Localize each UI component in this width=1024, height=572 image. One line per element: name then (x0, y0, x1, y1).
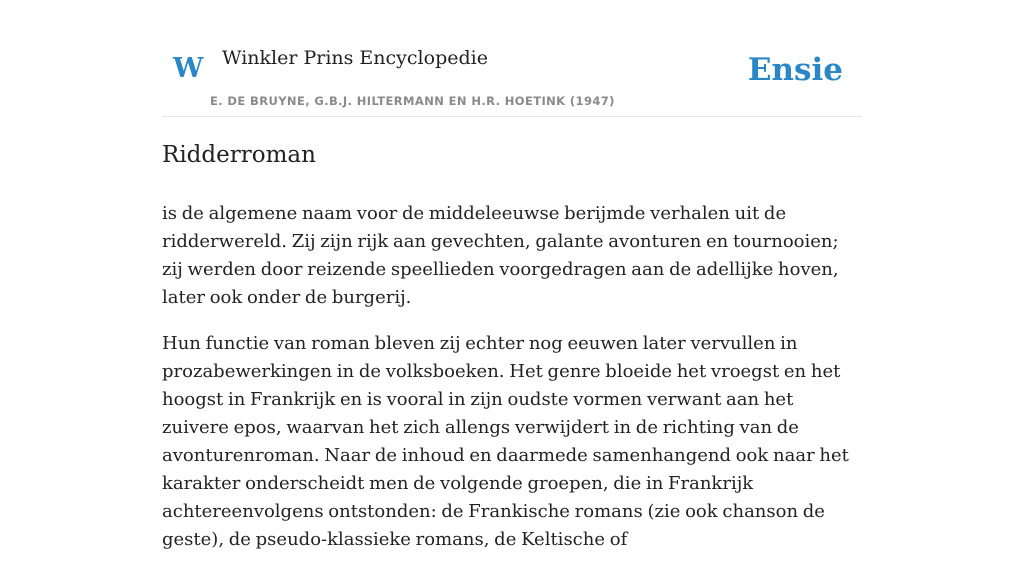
article (162, 136, 864, 572)
site-title[interactable]: Winkler Prins Encyclopedie (222, 47, 488, 69)
winkler-prins-logo[interactable]: W (173, 53, 204, 84)
article-paragraph: is de algemene naam voor de middeleeuwse berijmde verhalen uit de ridderwereld. Zij zijn rijk aan gevechten, galante avonturen en tournooien; zij werden door reizende speellieden voorgedragen aan de adellijke hoven, later ook onder de burgerij. (162, 203, 839, 308)
article-title: Ridderroman (162, 142, 316, 168)
article-paragraph: Hun functie van roman bleven zij echter nog eeuwen later vervullen in prozabewerkingen in de volksboeken. Het genre bloeide het vroegst en het hoogst in Frankrijk en is vooral in zijn oudste vormen verwant aan het zuivere epos, waarvan het zich allengs verwijdert in de richting van de avonturenroman. Naar de inhoud en daarmede samenhangend ook naar het karakter onderscheidt men de volgende groepen, die in Frankrijk achtereenvolgens ontstonden: de Frankische romans (zie ook chanson de geste), de pseudo-klassieke romans, de Keltische of (162, 333, 849, 550)
ensie-logo[interactable]: Ensie (747, 52, 843, 88)
site-header (162, 0, 862, 117)
source-authors: E. DE BRUYNE, G.B.J. HILTERMANN EN H.R. HOETINK (1947) (210, 94, 615, 108)
